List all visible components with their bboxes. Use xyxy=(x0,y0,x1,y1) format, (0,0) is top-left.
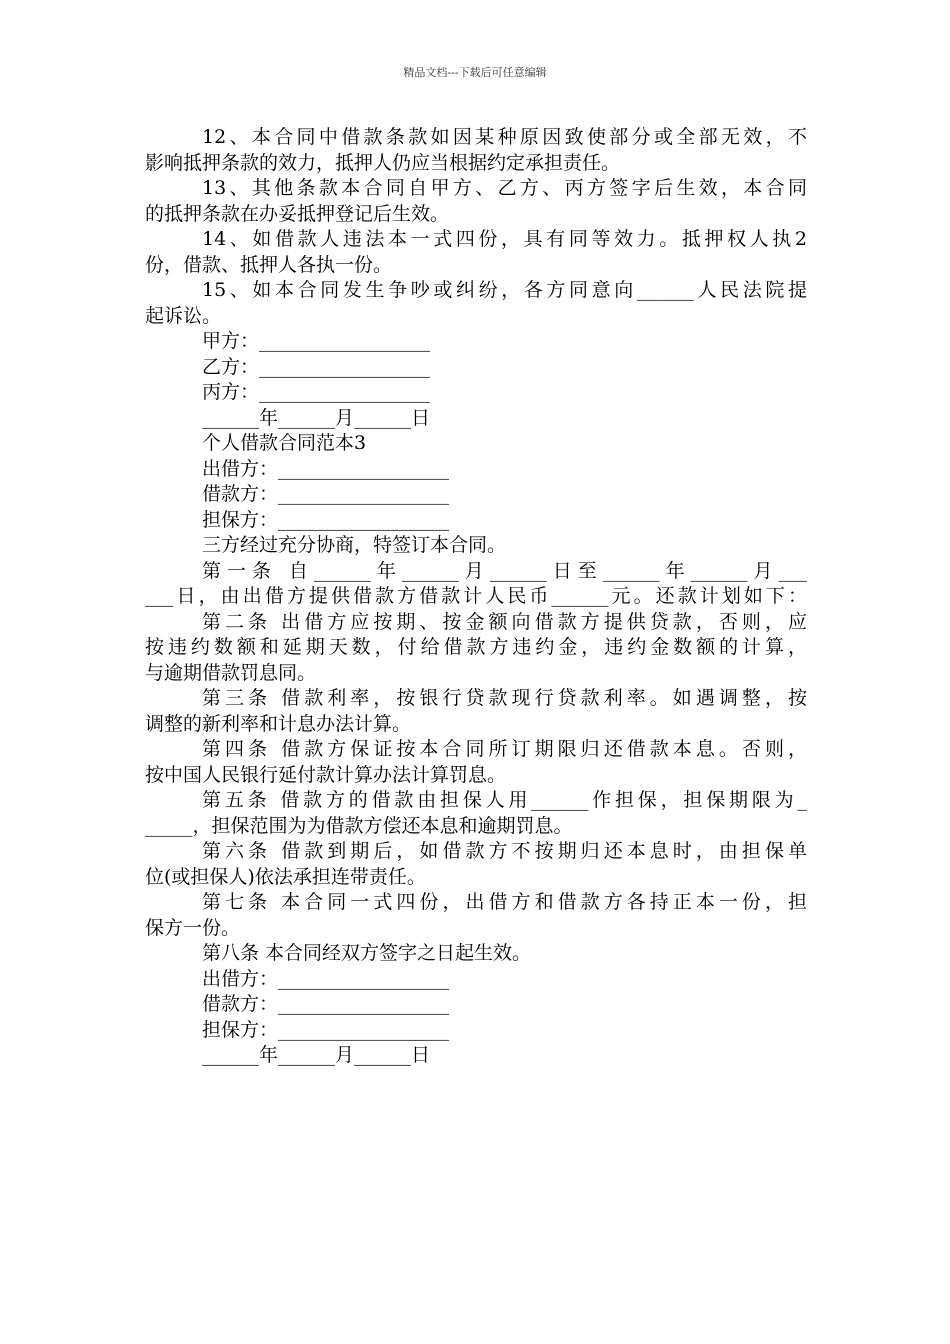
text-line: 乙方：__________________ xyxy=(202,355,431,378)
page-header: 精品文档---下载后可任意编辑 xyxy=(403,66,547,79)
text-line: 第七条 本合同一式四份，出借方和借款方各持正本一份，担 xyxy=(202,891,807,913)
text-line: 的抵押条款在办妥抵押登记后生效。 xyxy=(145,202,450,225)
text-line: 第六条 借款到期后，如借款方不按期归还本息时，由担保单 xyxy=(202,840,807,862)
text-line: 第二条 出借方应按期、按金额向借款方提供贷款，否则，应 xyxy=(202,610,807,633)
text-line: 12、本合同中借款条款如因某种原因致使部分或全部无效，不 xyxy=(202,126,807,148)
text-line: 出借方：__________________ xyxy=(202,457,450,480)
text-line: 按中国人民银行延付款计算办法计算罚息。 xyxy=(145,763,507,786)
text-line: 15、如本合同发生争吵或纠纷，各方同意向______人民法院提 xyxy=(202,279,807,301)
text-line: ___日，由出借方提供借款方借款计人民币______元。还款计划如下： xyxy=(145,585,807,607)
text-line: 按违约数额和延期天数，付给借款方违约金，违约金数额的计算， xyxy=(145,636,807,658)
text-line: 第五条 借款方的借款由担保人用______作担保，担保期限为_ xyxy=(202,789,807,811)
text-line: 三方经过充分协商，特签订本合同。 xyxy=(202,534,507,556)
text-line: 14、如借款人违法本一式四份，具有同等效力。抵押权人执2 xyxy=(202,228,807,250)
text-line: 第一条 自______年______月______日至______年______月___ xyxy=(202,559,807,582)
text-line: ______年______月______日 xyxy=(202,406,431,429)
text-line: 第四条 借款方保证按本合同所订期限归还借款本息。否则， xyxy=(202,738,807,760)
text-line: 调整的新利率和计息办法计算。 xyxy=(145,712,412,735)
text-line: 个人借款合同范本3 xyxy=(202,432,367,454)
document-body xyxy=(145,125,807,1069)
text-line: 与逾期借款罚息同。 xyxy=(145,661,317,684)
text-line: 第三条 借款利率，按银行贷款现行贷款利率。如遇调整，按 xyxy=(202,687,807,709)
text-line: 保方一份。 xyxy=(145,916,241,939)
text-line: 出借方：__________________ xyxy=(202,967,450,990)
text-line: 担保方：__________________ xyxy=(202,508,450,531)
text-line: 第八条 本合同经双方签字之日起生效。 xyxy=(202,942,532,964)
text-line: 借款方：__________________ xyxy=(202,993,450,1015)
text-line: 影响抵押条款的效力，抵押人仍应当根据约定承担责任。 xyxy=(145,151,621,174)
text-line: 起诉讼。 xyxy=(145,304,222,327)
text-line: 借款方：__________________ xyxy=(202,483,450,505)
text-line: 位(或担保人)依法承担连带责任。 xyxy=(145,865,426,888)
text-line: 份，借款、抵押人各执一份。 xyxy=(145,253,393,276)
text-line: 甲方：__________________ xyxy=(202,330,431,352)
text-line: ______年______月______日 xyxy=(202,1044,431,1066)
text-line: _____，担保范围为为借款方偿还本息和逾期罚息。 xyxy=(145,814,573,837)
text-line: 13、其他条款本合同自甲方、乙方、丙方签字后生效，本合同 xyxy=(202,177,807,199)
text-line: 丙方：__________________ xyxy=(202,381,431,403)
text-line: 担保方：__________________ xyxy=(202,1018,450,1041)
